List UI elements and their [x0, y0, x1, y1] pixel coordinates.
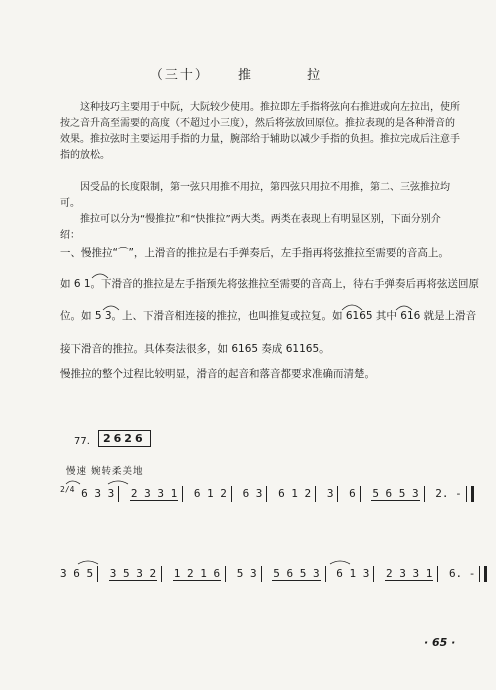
barline: [182, 486, 183, 502]
measure: 6 1 2: [193, 487, 227, 500]
measure: 6 1 2: [278, 487, 312, 500]
barline: [231, 486, 232, 502]
line-upper-slide: 如 6 1。下滑音的推拉是左手指预先将弦推拉至需要的音高上，待右手弹奏后再将弦送回原: [60, 278, 480, 290]
final-barline: [466, 486, 474, 502]
barline: [97, 566, 98, 582]
section-number: （三十）: [149, 68, 210, 83]
barline: [337, 486, 338, 502]
barline: [437, 566, 438, 582]
time-signature: 2/4: [60, 485, 75, 494]
paragraph-intro: 这种技巧主要用于中阮，大阮较少使用。推拉即左手指将弦向右推进或向左拉出，使所按之音升高至需要的高度（不超过小三度），然后将弦放回原位。推拉表现的是各种滑音的效果。推拉弦时主要运用手指的力量，腕部给于辅助以减少手指的负担。推拉完成后注意手指的放松。: [60, 102, 460, 161]
measure: 2 3 3 1: [385, 567, 433, 580]
measure: 1 2 1 6: [173, 567, 221, 580]
barline: [266, 486, 267, 502]
measure: 6. -: [448, 567, 476, 580]
measure: 3: [326, 487, 334, 500]
section-title: [0, 64, 496, 83]
slur: [330, 561, 350, 564]
example-number: 77.: [74, 436, 90, 447]
barline: [373, 566, 374, 582]
section-name: 推 拉: [238, 68, 347, 83]
measure: 5 3: [236, 567, 257, 580]
barline: [360, 486, 361, 502]
measure: 3 6 5: [60, 567, 94, 580]
measure: 5 6 5 3: [372, 487, 419, 500]
paragraph-strings: 因受品的长度限制，第一弦只用推不用拉，第四弦只用拉不用推，第二、三弦推拉均可。: [60, 182, 450, 209]
line-slow-push: 一、慢推拉“⌒”，上滑音的推拉是右手弹奏后，左手指再将弦推拉至需要的音高上。: [60, 247, 449, 259]
barline: [261, 566, 262, 582]
measure: 2. -: [435, 487, 462, 500]
barline: [315, 486, 316, 502]
slur: [66, 481, 80, 484]
page-number: · 65 ·: [424, 636, 456, 649]
slur: [108, 481, 128, 484]
measure: 3 5 3 2: [109, 567, 157, 580]
measure: 6 3: [242, 487, 263, 500]
staff-2: [60, 566, 480, 592]
line-summary: 慢推拉的整个过程比较明显，滑音的起音和落音都要求准确而清楚。: [60, 368, 375, 380]
barline: [325, 566, 326, 582]
paragraph-types: 推拉可以分为“慢推拉”和“快推拉”两大类。两类在表现上有明显区别，下面分别介绍：: [60, 214, 441, 241]
tempo-marking: 慢速 婉转柔美地: [66, 466, 144, 477]
final-barline: [479, 566, 487, 582]
measure: 2 3 3 1: [130, 487, 178, 500]
barline: [118, 486, 119, 502]
measure: 6 1 3: [336, 567, 370, 580]
barline: [161, 566, 162, 582]
line-combined: 接下滑音的推拉。具体奏法很多，如 6165 奏成 61165。: [60, 343, 330, 355]
slur: [78, 561, 98, 564]
barline: [424, 486, 425, 502]
measure: 6: [349, 487, 356, 500]
line-lower-slide: 位。如 5 3。上、下滑音相连接的推拉，也叫推复或拉复。如 6165 其中 616 就是上滑音: [60, 310, 477, 322]
tuning-box: 2626: [98, 430, 151, 447]
measure: 5 6 5 3: [273, 567, 320, 580]
barline: [225, 566, 226, 582]
measure: 6 3 3: [81, 487, 115, 500]
staff-1: [60, 486, 480, 512]
